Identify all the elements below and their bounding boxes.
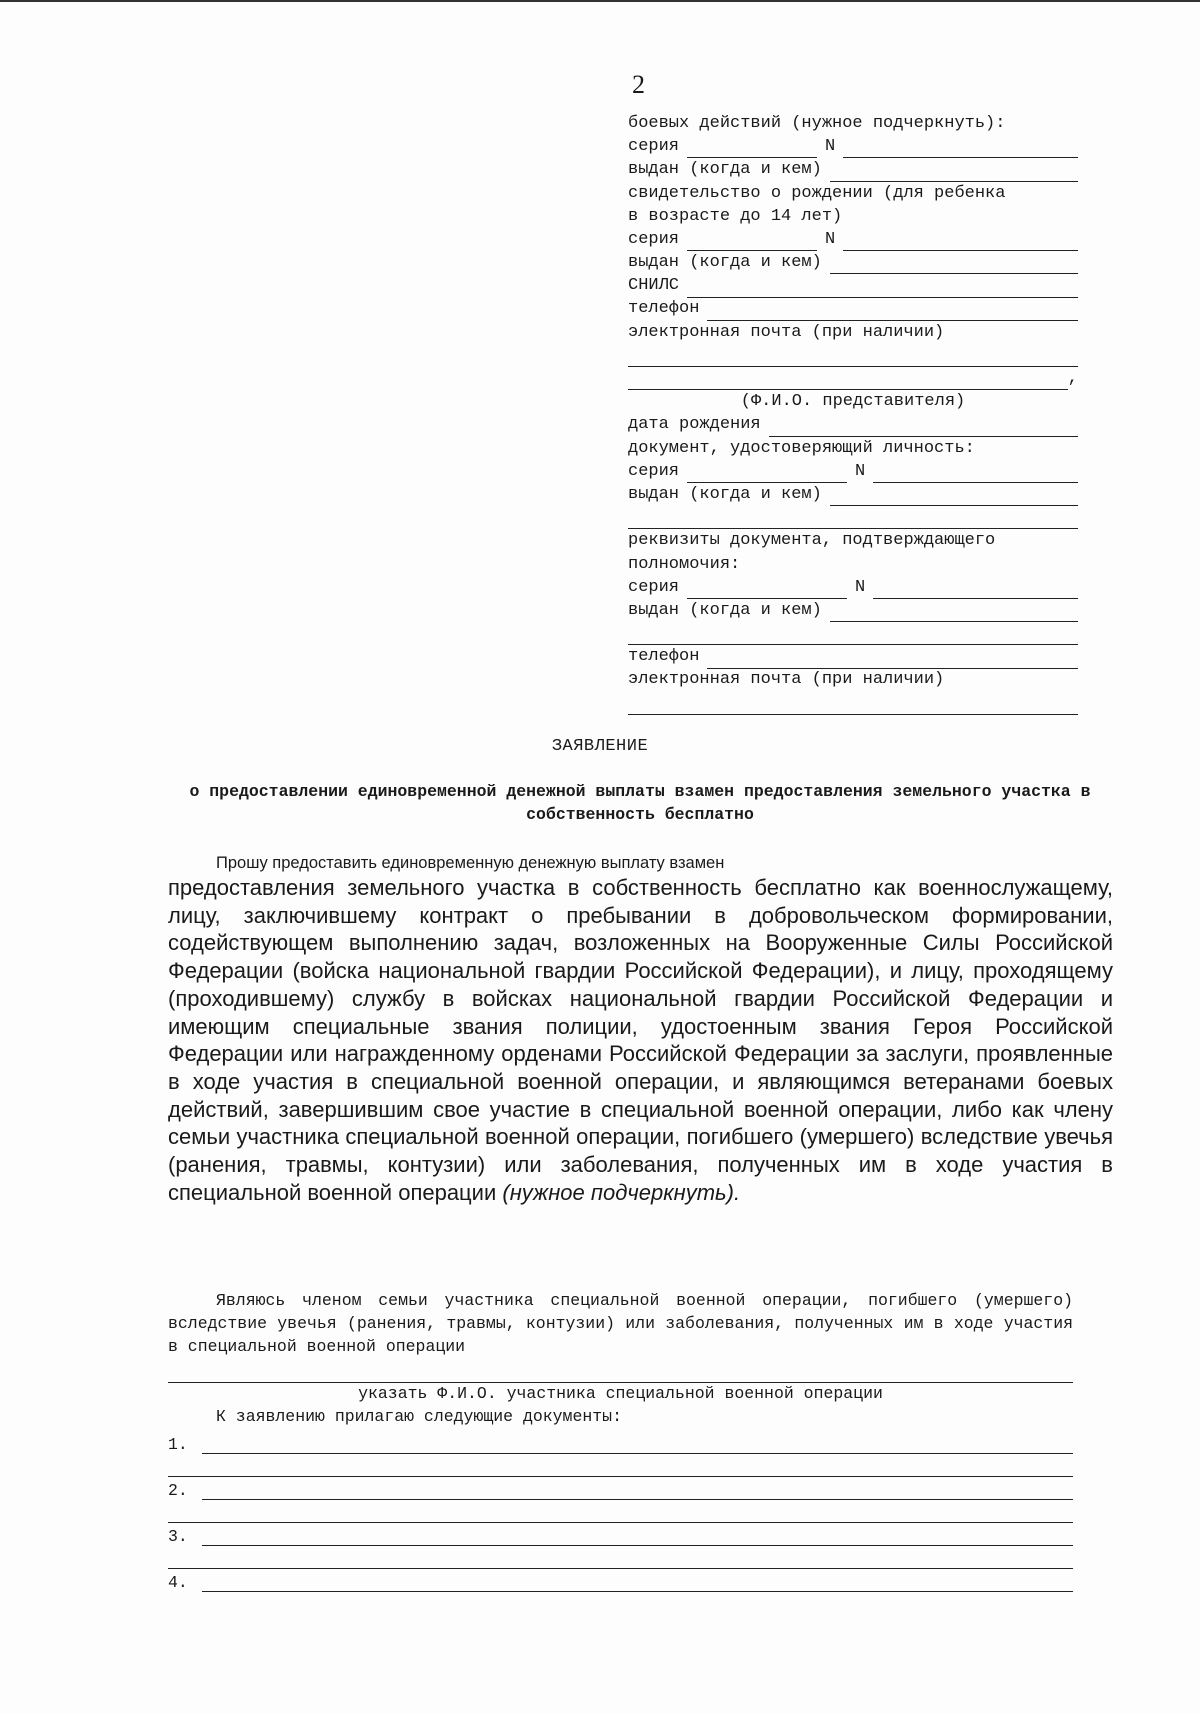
- attachment-field[interactable]: [202, 1485, 1073, 1500]
- attachment-row-1: [168, 1430, 1073, 1454]
- representative-caption-row: [628, 390, 1078, 413]
- request-body: [168, 874, 1113, 1206]
- attachment-number: 1.: [168, 1435, 188, 1454]
- id-series-row: [628, 460, 1078, 483]
- veteran-doc-row: [628, 112, 1078, 135]
- issued-label: выдан (когда и кем): [628, 484, 822, 504]
- authority-issued-row: [628, 599, 1078, 622]
- birth-date-field[interactable]: [769, 420, 1078, 437]
- authority-doc-row-2: [628, 553, 1078, 576]
- authority-doc-label-cont: полномочия:: [628, 554, 741, 574]
- authority-number-field[interactable]: [873, 582, 1078, 599]
- rep-email-field[interactable]: [628, 692, 1078, 715]
- email-field[interactable]: [628, 344, 1078, 367]
- birth-cert-row-1: [628, 182, 1078, 205]
- family-paragraph: Являюсь членом семьи участника специальной военной операции, погибшего (умершего) вследствие увечья (ранения, травмы, контузии) или заболевания, полученных им в ходе участия в специальной военной операции: [168, 1291, 1073, 1356]
- attachment-number: 3.: [168, 1527, 188, 1546]
- id-doc-row: [628, 437, 1078, 460]
- page-number: 2: [632, 70, 645, 99]
- series-label: серия: [628, 577, 680, 597]
- snils-row: [628, 274, 1078, 297]
- veteran-doc-label: боевых действий (нужное подчеркнуть):: [628, 113, 1006, 133]
- underline-hint: (нужное подчеркнуть).: [502, 1179, 741, 1205]
- birth-cert-label: свидетельство о рождении (для ребенка: [628, 183, 1006, 203]
- attachment-row-4: [168, 1568, 1073, 1592]
- rep-phone-field[interactable]: [707, 652, 1078, 669]
- birth-cert-label-cont: в возрасте до 14 лет): [628, 206, 843, 226]
- phone-row: [628, 298, 1078, 321]
- document-title: ЗАЯВЛЕНИЕ: [551, 737, 649, 756]
- number-label: N: [825, 137, 836, 157]
- email-label: электронная почта (при наличии): [628, 670, 945, 690]
- snils-label: СНИЛС: [628, 276, 680, 296]
- document-subtitle: о предоставлении единовременной денежной выплаты взамен предоставления земельного участка в собственность бесплатно: [189, 782, 1091, 824]
- birth-cert-number-field[interactable]: [843, 234, 1078, 251]
- id-issued-row: [628, 483, 1078, 506]
- id-issued-field[interactable]: [830, 489, 1078, 506]
- birth-cert-series-field[interactable]: [687, 234, 817, 251]
- email-label: электронная почта (при наличии): [628, 322, 945, 342]
- attachment-row-3: [168, 1522, 1073, 1546]
- snils-field[interactable]: [687, 281, 1078, 298]
- applicant-fields-block: [628, 112, 1078, 715]
- veteran-number-field[interactable]: [843, 141, 1078, 158]
- birth-date-label: дата рождения: [628, 415, 761, 435]
- phone-label: телефон: [628, 647, 700, 667]
- veteran-series-field[interactable]: [687, 141, 817, 158]
- authority-issued-field[interactable]: [830, 605, 1078, 622]
- birth-cert-row-2: [628, 205, 1078, 228]
- top-border-rule: [0, 0, 1200, 2]
- id-series-field[interactable]: [687, 466, 847, 483]
- request-body-text: предоставления земельного участка в собственность бесплатно как военнослужащему, лицу, заключившему контракт о пребывании в добровольческом формировании, содействующем выполнению задач, возложенных на Вооруженные Силы Российской Федерации (войска национальной гвардии Российской Федерации), и лицу, проходящему (проходившему) службу в войсках национальной гвардии Российской Федерации и имеющим специальные звания полиции, удостоенным звания Героя Российской Федерации или награжденному орденами Российской Федерации за заслуги, проявленные в ходе участия в специальной военной операции, и являющимся ветеранами боевых действий, завершившим свое участие в специальной военной операции, либо как члену семьи участника специальной военной операции, погибшего (умершего) вследствие увечья (ранения, травмы, контузии) или заболевания, полученных им в ходе участия в специальной военной операции: [168, 875, 1113, 1205]
- series-label: серия: [628, 229, 680, 249]
- attachment-row-2: [168, 1476, 1073, 1500]
- id-number-field[interactable]: [873, 466, 1078, 483]
- representative-name-field[interactable]: [628, 373, 1068, 390]
- number-label: N: [855, 577, 866, 597]
- attachment-field[interactable]: [202, 1577, 1073, 1592]
- issued-label: выдан (когда и кем): [628, 160, 822, 180]
- attachments-label: К заявлению прилагаю следующие документы:: [216, 1407, 622, 1426]
- participant-name-field[interactable]: [168, 1382, 1073, 1383]
- number-label: N: [855, 461, 866, 481]
- id-issued-field-cont[interactable]: [628, 506, 1078, 529]
- birth-cert-issued-row: [628, 251, 1078, 274]
- email-row: [628, 321, 1078, 344]
- rep-email-row: [628, 669, 1078, 692]
- authority-issued-field-cont[interactable]: [628, 622, 1078, 645]
- series-label: серия: [628, 461, 680, 481]
- issued-label: выдан (когда и кем): [628, 253, 822, 273]
- phone-label: телефон: [628, 299, 700, 319]
- attachment-number: 2.: [168, 1481, 188, 1500]
- authority-doc-label: реквизиты документа, подтверждающего: [628, 531, 996, 551]
- attachment-number: 4.: [168, 1573, 188, 1592]
- authority-series-field[interactable]: [687, 582, 847, 599]
- series-label: серия: [628, 137, 680, 157]
- id-doc-label: документ, удостоверяющий личность:: [628, 438, 975, 458]
- birth-cert-issued-field[interactable]: [830, 257, 1078, 274]
- representative-caption: (Ф.И.О. представителя): [740, 392, 966, 412]
- participant-caption: указать Ф.И.О. участника специальной военной операции: [358, 1384, 883, 1403]
- number-label: N: [825, 229, 836, 249]
- birth-cert-series-row: [628, 228, 1078, 251]
- birth-date-row: [628, 413, 1078, 436]
- authority-doc-row-1: [628, 529, 1078, 552]
- authority-series-row: [628, 576, 1078, 599]
- veteran-issued-field[interactable]: [830, 165, 1078, 182]
- veteran-series-row: [628, 135, 1078, 158]
- attachment-field[interactable]: [202, 1531, 1073, 1546]
- representative-name-row: [628, 367, 1078, 390]
- veteran-issued-row: [628, 158, 1078, 181]
- issued-label: выдан (когда и кем): [628, 600, 822, 620]
- attachment-field[interactable]: [202, 1439, 1073, 1454]
- comma: ,: [1067, 369, 1078, 389]
- rep-phone-row: [628, 645, 1078, 668]
- request-intro: Прошу предоставить единовременную денежную выплату взамен: [216, 854, 725, 872]
- phone-field[interactable]: [707, 304, 1078, 321]
